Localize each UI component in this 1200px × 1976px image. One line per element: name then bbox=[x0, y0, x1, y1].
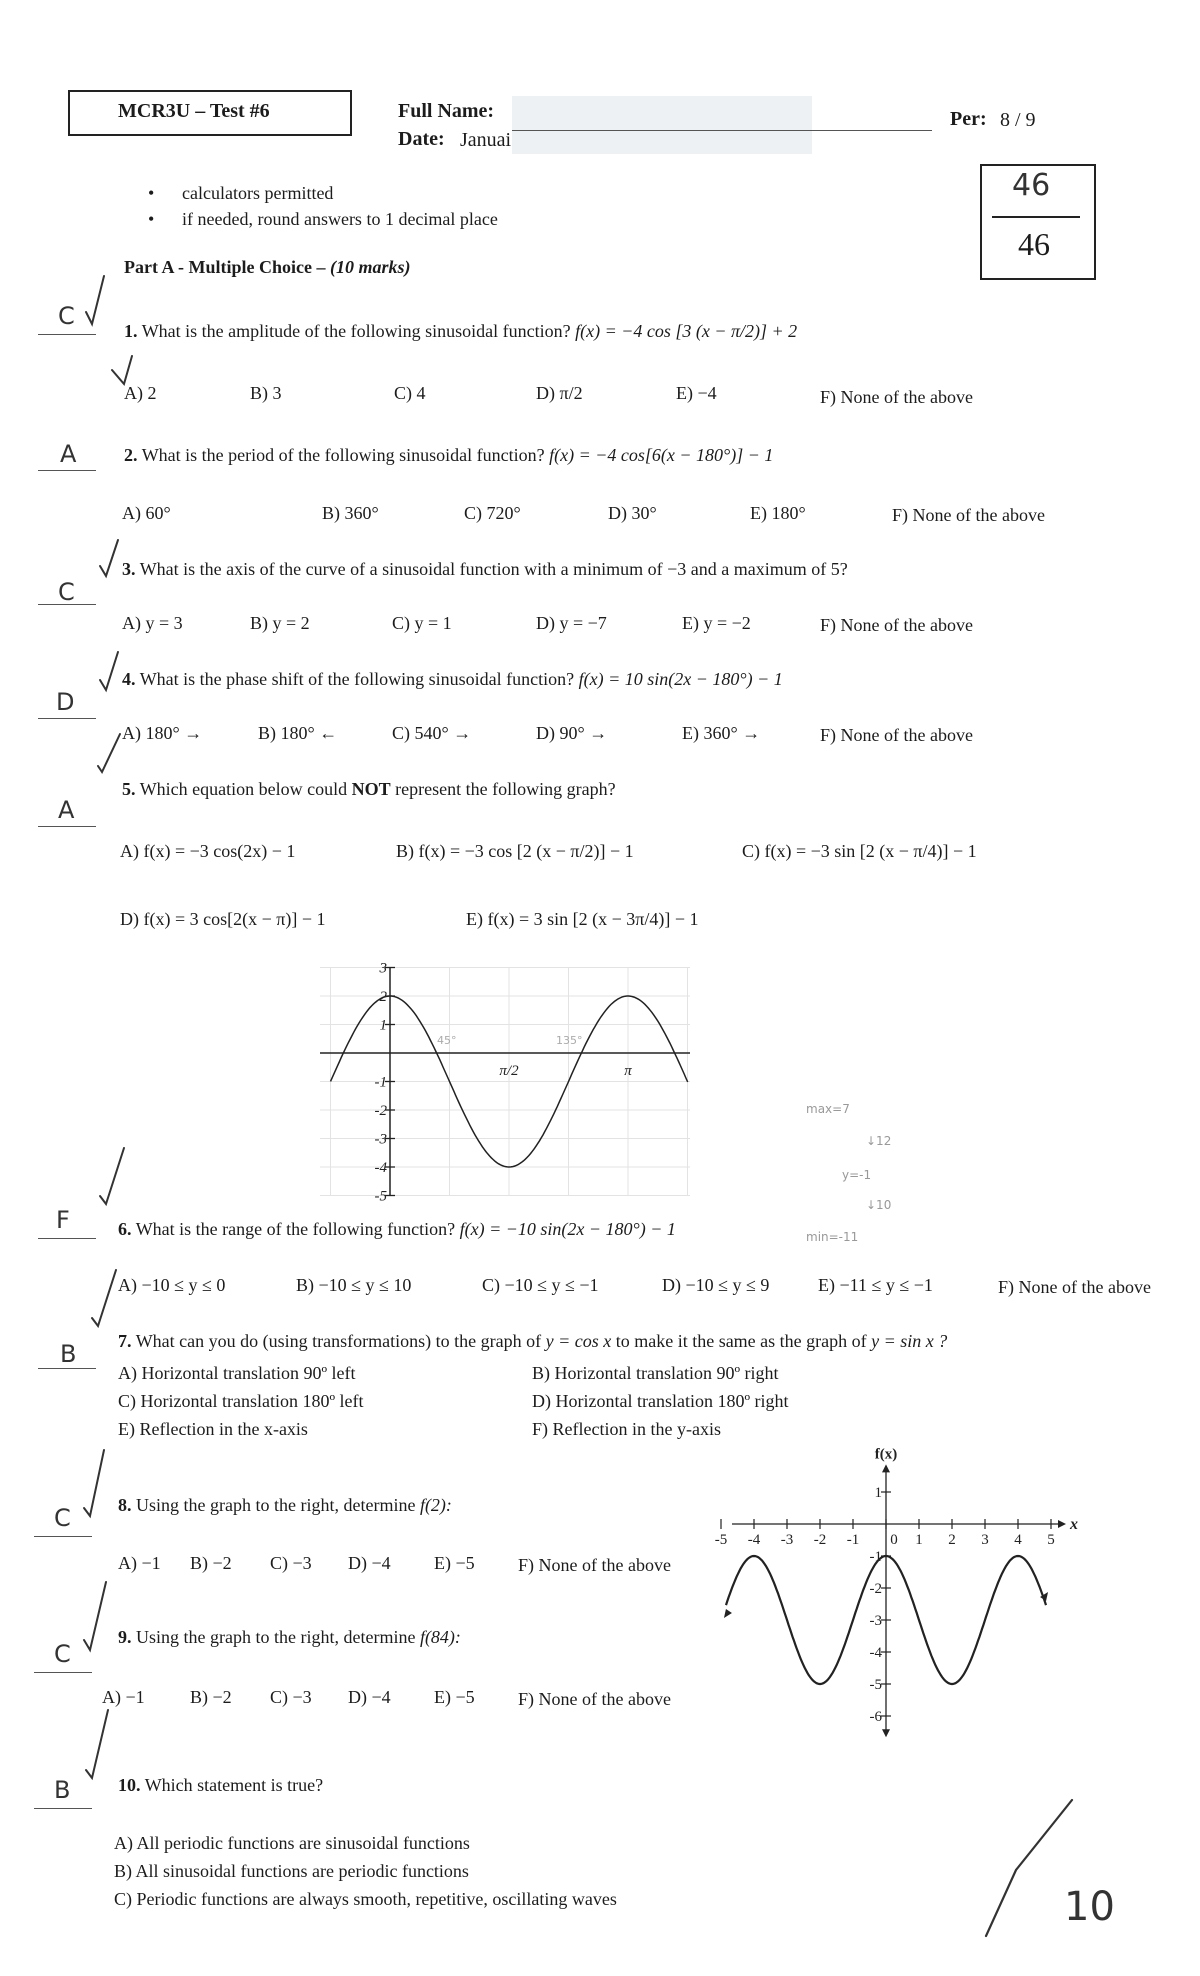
option-4b[interactable]: B) 180° ← bbox=[258, 723, 338, 743]
y-tick-label: -1 bbox=[869, 1549, 882, 1565]
question-text: to make it the same as the graph of bbox=[615, 1331, 867, 1351]
question-text: represent the following graph? bbox=[390, 779, 616, 799]
question-emphasis: NOT bbox=[351, 779, 391, 799]
y-tick-label: -3 bbox=[869, 1613, 882, 1629]
check-mark-icon bbox=[86, 1710, 108, 1778]
note-axis: y=-1 bbox=[842, 1168, 872, 1182]
option-8a[interactable]: A) −1 bbox=[118, 1553, 161, 1573]
option-6c[interactable]: C) −10 ≤ y ≤ −1 bbox=[482, 1275, 599, 1295]
question-3 bbox=[122, 558, 848, 580]
y-tick-label: -3 bbox=[374, 1131, 387, 1148]
check-mark-icon bbox=[84, 1582, 106, 1650]
question-formula: f(84): bbox=[419, 1627, 461, 1647]
graph-sinusoid bbox=[320, 950, 710, 1210]
check-mark-icon bbox=[84, 1450, 104, 1516]
option-5c[interactable]: C) f(x) = −3 sin [2 (x − π/4)] − 1 bbox=[742, 841, 977, 861]
x-tick-label: -2 bbox=[813, 1532, 827, 1548]
question-6 bbox=[118, 1218, 676, 1240]
x-axis-arrow-icon bbox=[1058, 1520, 1066, 1528]
option-3c[interactable]: C) y = 1 bbox=[392, 613, 452, 633]
y-tick-label: -2 bbox=[869, 1581, 882, 1597]
question-text: What is the range of the following function? bbox=[135, 1219, 456, 1239]
question-text: What can you do (using transformations) to the graph of bbox=[135, 1331, 542, 1351]
answer-2: A bbox=[60, 440, 77, 468]
question-number: 8. bbox=[118, 1495, 132, 1515]
check-mark-icon bbox=[100, 540, 118, 576]
option-2b[interactable]: B) 360° bbox=[322, 503, 379, 523]
y-tick-label: 3 bbox=[379, 960, 387, 977]
option-8e[interactable]: E) −5 bbox=[434, 1553, 475, 1573]
y-tick-label: -6 bbox=[869, 1709, 882, 1725]
question-10 bbox=[118, 1774, 323, 1796]
x-tick-label: -3 bbox=[780, 1532, 794, 1548]
x-tick-label: 3 bbox=[981, 1532, 989, 1548]
answer-7: B bbox=[60, 1340, 77, 1368]
answer-10: B bbox=[54, 1776, 71, 1804]
check-mark-icon bbox=[98, 734, 120, 772]
option-3f[interactable]: F) None of the above bbox=[820, 615, 973, 635]
option-7b[interactable]: B) Horizontal translation 90º right bbox=[532, 1363, 779, 1383]
x-tick-label: 1 bbox=[915, 1532, 923, 1548]
option-7c[interactable]: C) Horizontal translation 180º left bbox=[118, 1391, 364, 1411]
question-formula: f(x) = −4 cos[6(x − 180°)] − 1 bbox=[549, 445, 774, 465]
note-min: min=-11 bbox=[806, 1230, 859, 1244]
option-7e[interactable]: E) Reflection in the x-axis bbox=[118, 1419, 308, 1439]
x-tick-label: -5 bbox=[714, 1532, 728, 1548]
option-1a[interactable]: A) 2 bbox=[124, 383, 157, 403]
question-text: What is the phase shift of the following sinusoidal function? bbox=[139, 669, 575, 689]
question-formula: f(x) = 10 sin(2x − 180°) − 1 bbox=[578, 669, 783, 689]
answer-4: D bbox=[56, 688, 75, 716]
option-9e[interactable]: E) −5 bbox=[434, 1687, 475, 1707]
question-text: Which equation below could bbox=[139, 779, 352, 799]
option-10a[interactable]: A) All periodic functions are sinusoidal functions bbox=[114, 1833, 470, 1853]
option-7a[interactable]: A) Horizontal translation 90º left bbox=[118, 1363, 356, 1383]
option-1e[interactable]: E) −4 bbox=[676, 383, 717, 403]
option-3a[interactable]: A) y = 3 bbox=[122, 613, 183, 633]
note-bullet: • bbox=[148, 209, 155, 229]
option-4d[interactable]: D) 90° → bbox=[536, 723, 608, 743]
check-mark-icon bbox=[92, 1270, 116, 1326]
option-2f[interactable]: F) None of the above bbox=[892, 505, 1045, 525]
question-number: 3. bbox=[122, 559, 136, 579]
part-a-label: Part A - Multiple Choice – bbox=[124, 257, 330, 277]
question-text: What is the amplitude of the following sinusoidal function? bbox=[141, 321, 571, 341]
graph-cosine-shifted bbox=[714, 1446, 1080, 1752]
question-7 bbox=[118, 1330, 947, 1352]
y-tick-label: -4 bbox=[869, 1645, 882, 1661]
y-tick-label: 1 bbox=[379, 1017, 387, 1034]
y-tick-label: 2 bbox=[379, 989, 387, 1005]
option-10b[interactable]: B) All sinusoidal functions are periodic functions bbox=[114, 1861, 469, 1881]
x-tick-label: π bbox=[624, 1063, 632, 1079]
question-4 bbox=[122, 668, 783, 690]
question-formula: y = sin x ? bbox=[871, 1331, 948, 1351]
option-1c[interactable]: C) 4 bbox=[394, 383, 426, 403]
score-total: 46 bbox=[1018, 226, 1050, 262]
check-mark-icon bbox=[86, 276, 104, 324]
option-8c[interactable]: C) −3 bbox=[270, 1553, 312, 1573]
question-text: What is the axis of the curve of a sinusoidal function with a minimum of −3 and a maximum of 5? bbox=[139, 559, 848, 579]
note-45-degree: 45° bbox=[437, 1034, 457, 1047]
note-rounding: if needed, round answers to 1 decimal place bbox=[182, 209, 498, 229]
y-tick-label: -5 bbox=[869, 1677, 882, 1693]
y-tick-label: -1 bbox=[374, 1074, 387, 1091]
question-formula: f(x) = −10 sin(2x − 180°) − 1 bbox=[459, 1219, 676, 1239]
x-tick-label: -4 bbox=[747, 1532, 761, 1548]
option-9a[interactable]: A) −1 bbox=[102, 1687, 145, 1707]
full-name-label: Full Name: bbox=[398, 100, 495, 122]
x-tick-label: π/2 bbox=[499, 1063, 519, 1079]
option-10c[interactable]: C) Periodic functions are always smooth, repetitive, oscillating waves bbox=[114, 1889, 617, 1909]
option-1d[interactable]: D) π/2 bbox=[536, 383, 583, 403]
course-title: MCR3U – Test #6 bbox=[118, 100, 270, 122]
y-tick-label: -2 bbox=[374, 1103, 387, 1119]
question-formula: f(2): bbox=[419, 1495, 452, 1515]
note-bullet: • bbox=[148, 183, 155, 203]
question-number: 2. bbox=[124, 445, 138, 465]
per-value: 8 / 9 bbox=[1000, 109, 1036, 131]
y-axis-arrow-icon bbox=[882, 1729, 890, 1737]
question-9 bbox=[118, 1626, 461, 1648]
question-number: 9. bbox=[118, 1627, 132, 1647]
option-5b[interactable]: B) f(x) = −3 cos [2 (x − π/2)] − 1 bbox=[396, 841, 634, 861]
option-2e[interactable]: E) 180° bbox=[750, 503, 806, 523]
part-a-marks: (10 marks) bbox=[329, 257, 411, 277]
x-tick-label: 2 bbox=[948, 1532, 956, 1548]
question-text: Using the graph to the right, determine bbox=[136, 1495, 416, 1515]
option-7d[interactable]: D) Horizontal translation 180º right bbox=[532, 1391, 789, 1411]
answer-8: C bbox=[54, 1504, 71, 1532]
note-135-degree: 135° bbox=[556, 1034, 583, 1047]
option-4c[interactable]: C) 540° → bbox=[392, 723, 472, 743]
question-5 bbox=[122, 778, 616, 800]
note-arrow-10: ↓10 bbox=[866, 1198, 892, 1212]
note-max: max=7 bbox=[806, 1102, 850, 1116]
question-text: Which statement is true? bbox=[144, 1775, 324, 1795]
note-calculators: calculators permitted bbox=[182, 183, 334, 203]
check-mark-icon bbox=[100, 652, 118, 690]
option-8d[interactable]: D) −4 bbox=[348, 1553, 391, 1573]
option-4f[interactable]: F) None of the above bbox=[820, 725, 973, 745]
option-6b[interactable]: B) −10 ≤ y ≤ 10 bbox=[296, 1275, 412, 1295]
question-number: 10. bbox=[118, 1775, 141, 1795]
y-axis-label: f(x) bbox=[874, 1446, 898, 1463]
x-axis-label: x bbox=[1070, 1516, 1078, 1533]
option-5a[interactable]: A) f(x) = −3 cos(2x) − 1 bbox=[120, 841, 296, 861]
option-3d[interactable]: D) y = −7 bbox=[536, 613, 607, 633]
option-9d[interactable]: D) −4 bbox=[348, 1687, 391, 1707]
option-4a[interactable]: A) 180° → bbox=[122, 723, 203, 743]
question-number: 7. bbox=[118, 1331, 132, 1351]
option-3e[interactable]: E) y = −2 bbox=[682, 613, 751, 633]
option-5e[interactable]: E) f(x) = 3 sin [2 (x − 3π/4)] − 1 bbox=[466, 909, 699, 929]
date-label: Date: bbox=[398, 128, 445, 150]
option-5d[interactable]: D) f(x) = 3 cos[2(x − π)] − 1 bbox=[120, 909, 326, 929]
option-1b[interactable]: B) 3 bbox=[250, 383, 282, 403]
x-tick-label: -1 bbox=[846, 1532, 860, 1548]
option-9f[interactable]: F) None of the above bbox=[518, 1689, 671, 1709]
curve-arrow-icon bbox=[724, 1609, 732, 1618]
option-9b[interactable]: B) −2 bbox=[190, 1687, 232, 1707]
x-tick-label: 0 bbox=[890, 1532, 898, 1548]
option-1f[interactable]: F) None of the above bbox=[820, 387, 973, 407]
question-2 bbox=[124, 444, 773, 466]
question-1 bbox=[124, 320, 797, 342]
option-2a[interactable]: A) 60° bbox=[122, 503, 171, 523]
section-score: 10 bbox=[1064, 1884, 1115, 1930]
date-value: Januai bbox=[460, 129, 512, 151]
option-6f[interactable]: F) None of the above bbox=[998, 1277, 1151, 1297]
y-tick-label: -4 bbox=[374, 1160, 387, 1176]
option-6a[interactable]: A) −10 ≤ y ≤ 0 bbox=[118, 1275, 226, 1295]
option-8f[interactable]: F) None of the above bbox=[518, 1555, 671, 1575]
question-number: 1. bbox=[124, 321, 138, 341]
question-number: 5. bbox=[122, 779, 136, 799]
answer-3: C bbox=[58, 578, 75, 606]
answer-5: A bbox=[58, 796, 75, 824]
x-tick-label: 4 bbox=[1014, 1532, 1022, 1548]
option-6d[interactable]: D) −10 ≤ y ≤ 9 bbox=[662, 1275, 770, 1295]
section-score-slash bbox=[986, 1800, 1072, 1936]
option-2d[interactable]: D) 30° bbox=[608, 503, 657, 523]
score-earned: 46 bbox=[1012, 168, 1051, 203]
option-8b[interactable]: B) −2 bbox=[190, 1553, 232, 1573]
option-3b[interactable]: B) y = 2 bbox=[250, 613, 310, 633]
note-arrow-12: ↓12 bbox=[866, 1134, 892, 1148]
question-8 bbox=[118, 1494, 452, 1516]
question-formula: y = cos x bbox=[545, 1331, 612, 1351]
answer-9: C bbox=[54, 1640, 71, 1668]
y-tick-label: 1 bbox=[874, 1485, 882, 1501]
y-axis-arrow-icon bbox=[882, 1464, 890, 1472]
option-9c[interactable]: C) −3 bbox=[270, 1687, 312, 1707]
y-tick-label: -5 bbox=[374, 1188, 387, 1205]
question-text: Using the graph to the right, determine bbox=[136, 1627, 416, 1647]
check-mark-icon bbox=[112, 356, 132, 384]
question-number: 4. bbox=[122, 669, 136, 689]
x-tick-label: 5 bbox=[1047, 1532, 1055, 1548]
option-6e[interactable]: E) −11 ≤ y ≤ −1 bbox=[818, 1275, 933, 1295]
answer-6: F bbox=[56, 1206, 70, 1234]
option-4e[interactable]: E) 360° → bbox=[682, 723, 761, 743]
option-2c[interactable]: C) 720° bbox=[464, 503, 521, 523]
question-number: 6. bbox=[118, 1219, 132, 1239]
check-mark-icon bbox=[100, 1148, 124, 1204]
per-label: Per: bbox=[950, 108, 987, 130]
option-7f[interactable]: F) Reflection in the y-axis bbox=[532, 1419, 721, 1439]
question-formula: f(x) = −4 cos [3 (x − π/2)] + 2 bbox=[575, 321, 798, 341]
answer-1: C bbox=[58, 302, 75, 330]
question-text: What is the period of the following sinusoidal function? bbox=[141, 445, 545, 465]
